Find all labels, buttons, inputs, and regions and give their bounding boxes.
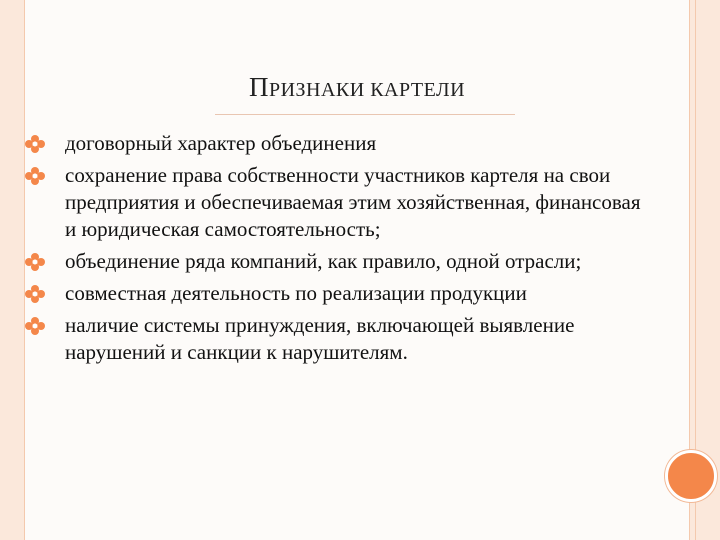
slide: [25, 0, 689, 540]
bullet-text: объединение ряда компаний, как правило, одной отрасли;: [65, 249, 582, 273]
orange-flower-bullet-icon: [25, 167, 45, 185]
slide-title: [25, 72, 689, 103]
title-underline: [215, 114, 515, 115]
orange-flower-bullet-icon: [25, 285, 45, 303]
title-rest-1: РИЗНАКИ: [268, 79, 371, 101]
orange-flower-bullet-icon: [25, 253, 45, 271]
bullet-item: [25, 312, 645, 366]
bullet-text: сохранение права собственности участников картеля на свои предприятия и обеспечиваемая этим хозяйственная, финансовая и юридическая самостоятельность;: [65, 163, 641, 241]
bullet-text: наличие системы принуждения, включающей выявление нарушений и санкции к нарушителям.: [65, 313, 575, 364]
orange-circle-decoration: [665, 450, 717, 502]
bullet-item: [25, 280, 645, 307]
title-cap-1: П: [248, 72, 269, 102]
bullet-item: [25, 162, 645, 243]
bullet-text: договорный характер объединения: [65, 131, 377, 155]
orange-flower-bullet-icon: [25, 317, 45, 335]
bullet-item: [25, 248, 645, 275]
title-rest-2: КАРТЕЛИ: [370, 79, 466, 101]
bullet-text: совместная деятельность по реализации продукции: [65, 281, 527, 305]
orange-flower-bullet-icon: [25, 135, 45, 153]
bullet-item: [25, 130, 645, 157]
left-frame-border: [0, 0, 25, 540]
bullet-list: [25, 130, 645, 371]
